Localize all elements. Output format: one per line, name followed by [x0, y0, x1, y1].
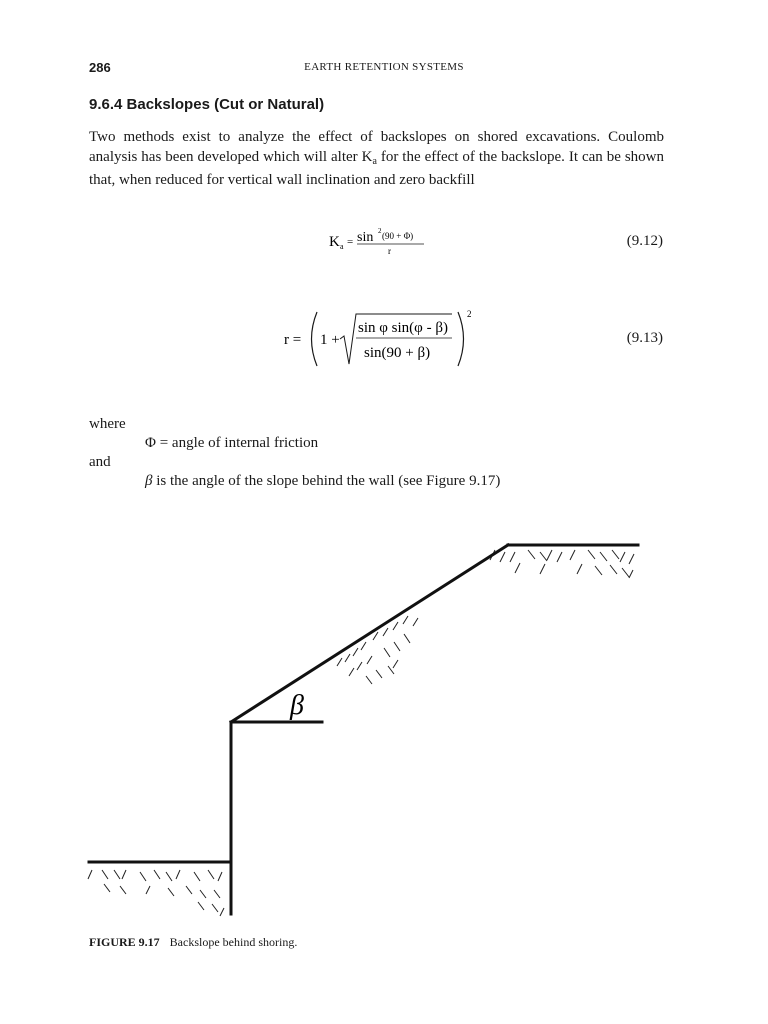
eq2-right-paren: [458, 312, 464, 366]
phi-definition: Φ = angle of internal friction: [145, 435, 319, 451]
eq1-lhs: K: [329, 234, 340, 250]
beta-definition-text: is the angle of the slope behind the wall (see Figure 9.17): [152, 473, 501, 489]
eq1-lhs-sub: a: [340, 242, 344, 251]
paragraph-subscript: a: [372, 155, 377, 167]
eq1-numerator-exp: 2: [378, 227, 382, 235]
eq1-denominator: r: [388, 246, 391, 256]
beta-definition: [145, 473, 500, 490]
eq2-lhs: r =: [284, 332, 302, 348]
eq2-one-plus: 1 +: [320, 332, 340, 348]
equation-number-9-13: (9.13): [626, 330, 663, 346]
section-heading: 9.6.4 Backslopes (Cut or Natural): [89, 96, 325, 113]
backslope-figure: [0, 530, 768, 930]
eq2-numerator: sin φ sin(φ - β): [358, 320, 448, 336]
paragraph-text-post: for the effect of the backslope. It can be shown that, when reduced for vertical wall inclination and zero backfill: [89, 148, 665, 188]
figure-label: FIGURE 9.17: [89, 935, 160, 949]
eq2-left-paren: [312, 312, 318, 366]
slope-soil-hatching: [337, 616, 418, 684]
backslope-line: [231, 545, 508, 722]
paragraph-text-pre: Two methods exist to analyze the effect of backslopes on shored excavations. Coulomb analysis has been developed which will alter K: [89, 129, 664, 165]
where-label: where: [89, 416, 126, 432]
equation-number-9-12: (9.12): [626, 233, 663, 249]
eq1-numerator-sin: sin: [357, 230, 374, 245]
upper-soil-hatching: [490, 550, 634, 578]
equation-9-12: [320, 224, 440, 260]
figure-caption: [89, 935, 297, 950]
ground-profile: [89, 545, 638, 914]
eq2-denominator: sin(90 + β): [364, 345, 431, 361]
eq1-equals: =: [347, 236, 354, 248]
eq2-exponent: 2: [467, 309, 472, 319]
beta-symbol: β: [145, 473, 153, 489]
lower-soil-hatching: [88, 870, 224, 916]
beta-angle-label: β: [290, 690, 304, 721]
and-label: and: [89, 454, 111, 470]
page-number: 286: [89, 60, 111, 75]
equation-9-13: [280, 306, 480, 372]
eq1-numerator-arg: (90 + Φ): [382, 231, 414, 241]
running-title: EARTH RETENTION SYSTEMS: [304, 61, 464, 73]
figure-caption-text: Backslope behind shoring.: [169, 935, 298, 949]
body-paragraph: [89, 128, 664, 191]
